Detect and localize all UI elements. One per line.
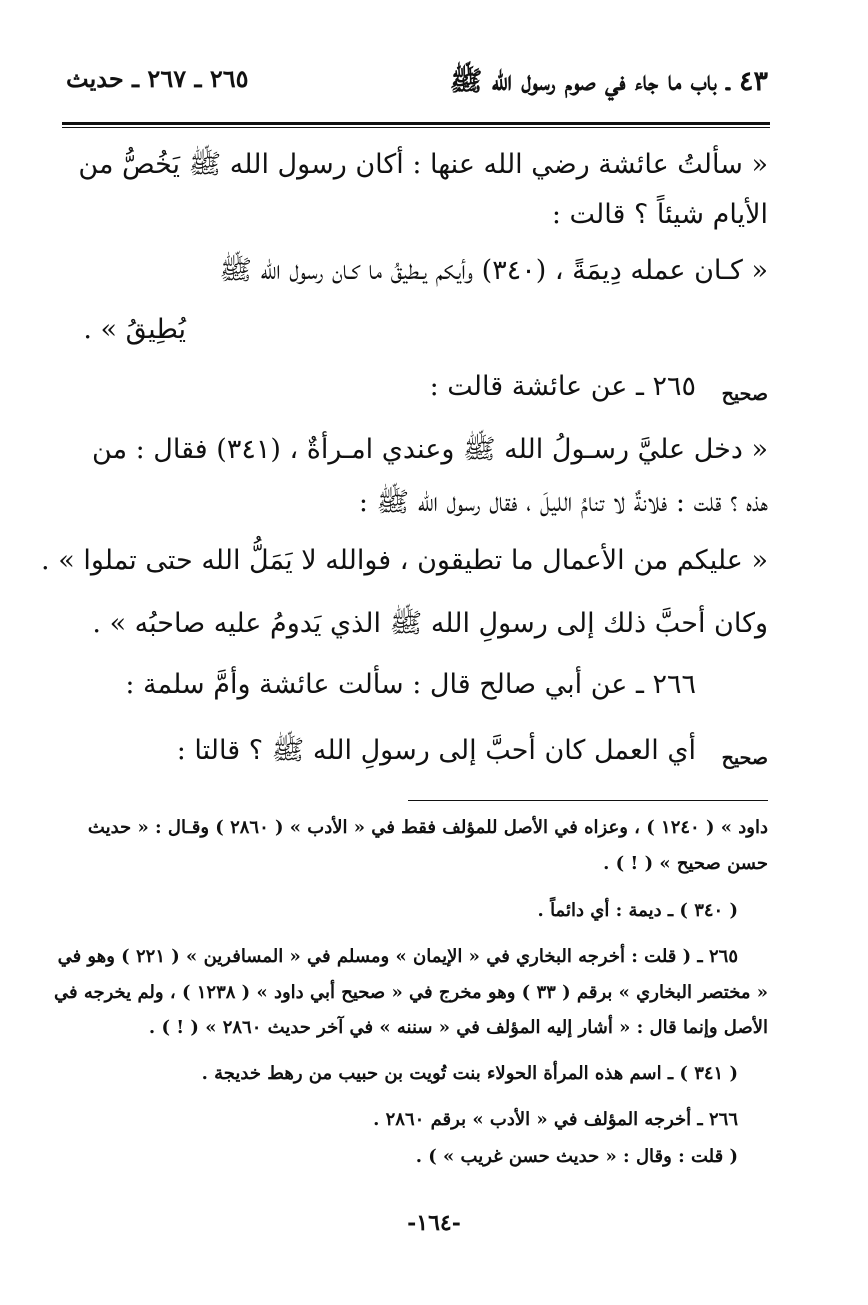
- footnote-line: حسن صحيح » ( ! ) .: [603, 853, 768, 874]
- footnote-line: ( قلت : وقال : « حديث حسن غريب » ) .: [415, 1146, 738, 1167]
- footnote-line: الأصل وإنما قال : « أشار إليه المؤلف في « سننه » في آخر حديث ٢٨٦٠ » ( ! ) .: [148, 1017, 768, 1038]
- header-rule-thin: [62, 127, 770, 128]
- hadith-heading-265: ٢٦٥ ـ عن عائشة قالت :: [429, 371, 696, 402]
- hadith-range: ٢٦٥ ـ ٢٦٧ ـ حديث: [66, 64, 249, 93]
- text-line: هذه ؟ قلت : فلانةٌ لا تنامُ الليلَ ، فقال رسول الله ﷺ :: [358, 487, 768, 518]
- footnote-line: ( ٣٤١ ) ـ اسم هذه المرأة الحولاء بنت تُويت بن حبيب من رهط خديجة .: [201, 1063, 738, 1084]
- grade-label: صحيح: [721, 383, 768, 405]
- text-line: « دخل عليَّ رسـولُ الله ﷺ وعندي امـرأةٌ ، (٣٤١) فقال : من: [92, 434, 768, 465]
- text-line: « عليكم من الأعمال ما تطيقون ، فوالله لا يَمَلُّ الله حتى تملوا » .: [41, 545, 768, 576]
- footnote-line: « مختصر البخاري » برقم ( ٣٣ ) وهو مخرج في « صحيح أبي داود » ( ١٢٣٨ ) ، ولم يخرجه في: [53, 982, 768, 1003]
- footnote-separator: [408, 800, 768, 801]
- footnote-line: ٢٦٥ ـ ( قلت : أخرجه البخاري في « الإيمان » ومسلم في « المسافرين » ( ٢٢١ ) وهو في: [57, 946, 738, 967]
- text-line: « كـان عمله دِيمَةً ، (٣٤٠) وأيكم يـطيقُ ما كـان رسول الله ﷺ: [219, 255, 768, 286]
- footnote-line: داود » ( ١٢٤٠ ) ، وعزاه في الأصل للمؤلف فقط في « الأدب » ( ٢٨٦٠ ) وقـال : « حديث: [87, 817, 768, 838]
- text-line: وكان أحبَّ ذلك إلى رسولِ الله ﷺ الذي يَدومُ عليه صاحبُه » .: [92, 608, 768, 639]
- hadith-heading-266: ٢٦٦ ـ عن أبي صالح قال : سألت عائشة وأمَّ سلمة :: [125, 669, 696, 700]
- text-line: أي العمل كان أحبَّ إلى رسولِ الله ﷺ ؟ قالتا :: [176, 735, 696, 766]
- footnote-line: ( ٣٤٠ ) ـ ديمة : أي دائماً .: [537, 900, 738, 921]
- text-line: يُطِيقُ » .: [83, 314, 186, 345]
- chapter-title: ٤٣ ـ باب ما جاء في صوم رسول الله ﷺ: [449, 66, 768, 97]
- page-number: -١٦٤-: [407, 1210, 461, 1236]
- text-line: « سألتُ عائشة رضي الله عنها : أكان رسول الله ﷺ يَخُصُّ من: [78, 149, 768, 180]
- text-line: الأيام شيئاً ؟ قالت :: [551, 199, 768, 230]
- header-rule: [62, 122, 770, 125]
- grade-label: صحيح: [721, 747, 768, 769]
- footnote-line: ٢٦٦ ـ أخرجه المؤلف في « الأدب » برقم ٢٨٦٠ .: [373, 1109, 738, 1130]
